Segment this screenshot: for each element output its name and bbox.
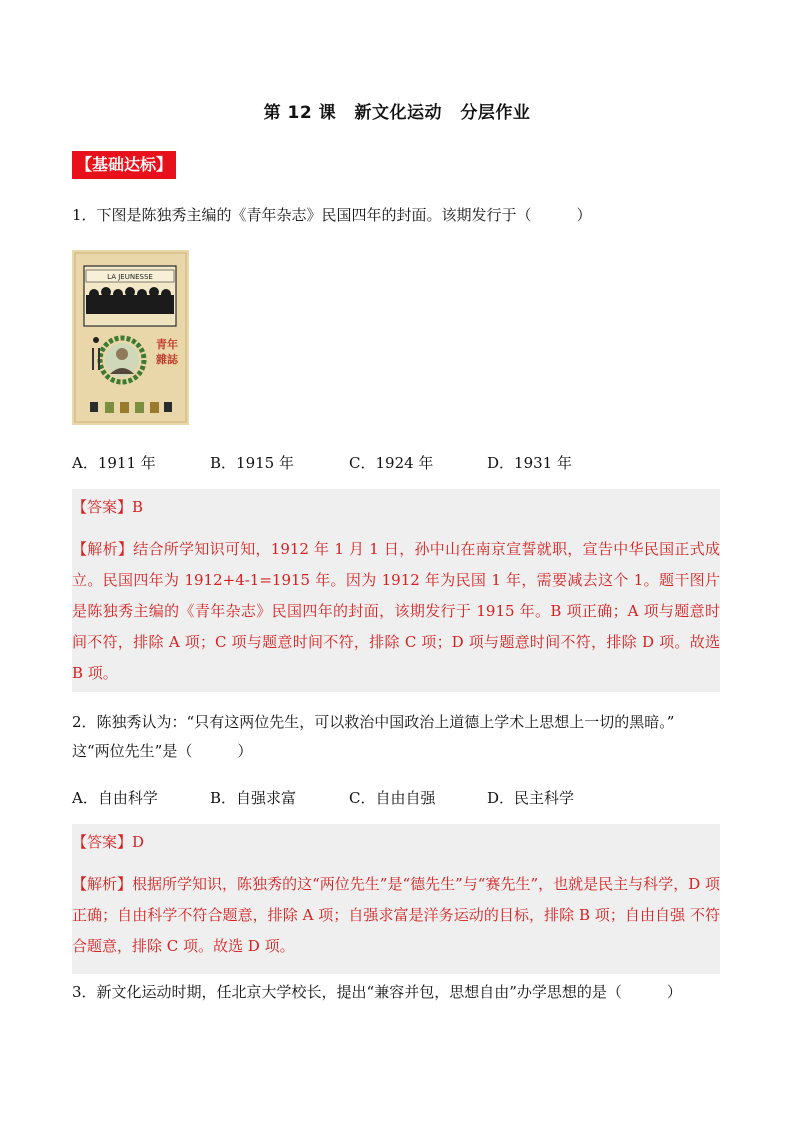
cover-title-text: 青年 — [156, 338, 178, 351]
option-d: D．民主科学 — [487, 789, 575, 807]
analysis-label: 【解析】 — [72, 540, 134, 558]
analysis-text — [72, 869, 720, 962]
analysis-body: 根据所学知识，陈独秀的这“两位先生”是“德先生”与“赛先生”，也就是民主与科学，D 项正确；自由科学不符合题意，排除 A 项；自强求富是洋务运动的目标，排除 B 项；自由自强 不符合题意，排除 C 项。故选 D 项。 — [72, 875, 720, 955]
option-c: C．1924 年 — [349, 454, 434, 472]
analysis-body: 结合所学知识可知，1912 年 1 月 1 日，孙中山在南京宣誓就职，宣告中华民国正式成立。民国四年为 1912+4-1=1915 年。因为 1912 年为民国 1 年，需要减去这个 1。题干图片是陈独秀主编的《青年杂志》民国四年的封面，该期发行于 1915 年。B 项正确；A 项与题意时间不符，排除 A 项；C 项与题意时间不符，排除 C 项；D 项与题意时间不符，排除 D 项。故选 B 项。 — [72, 540, 720, 682]
option-c: C．自由自强 — [349, 789, 436, 807]
answer-text: 【答案】B — [72, 498, 144, 516]
option-d: D．1931 年 — [487, 454, 572, 472]
option-b: B．1915 年 — [210, 454, 294, 472]
answer-text: 【答案】D — [72, 833, 145, 851]
section-badge-basic: 【基础达标】 — [72, 151, 176, 179]
question-3-stem: 3．新文化运动时期，任北京大学校长，提出“兼容并包，思想自由”办学思想的是（ ） — [72, 983, 682, 1001]
svg-text:雜誌: 雜誌 — [156, 353, 178, 366]
analysis-label: 【解析】 — [72, 875, 133, 893]
option-a: A．1911 年 — [72, 454, 156, 472]
lesson-topic: 新文化运动 — [354, 103, 442, 123]
question-1-answer-box — [72, 489, 720, 692]
question-1-stem: 1．下图是陈独秀主编的《青年杂志》民国四年的封面。该期发行于（ ） — [72, 206, 592, 224]
question-2-stem-line-1: 2．陈独秀认为：“只有这两位先生，可以救治中国政治上道德上学术上思想上一切的黑暗。” — [72, 713, 675, 731]
question-2-stem-line-2: 这“两位先生”是（ ） — [72, 742, 253, 760]
option-b: B．自强求富 — [210, 789, 297, 807]
magazine-cover-image — [72, 250, 189, 425]
cover-masthead: LA JEUNESSE — [107, 273, 153, 281]
analysis-text — [72, 534, 720, 689]
lesson-number: 第 12 课 — [263, 103, 337, 123]
page-title — [0, 98, 794, 123]
option-a: A．自由科学 — [72, 789, 158, 807]
homework-type: 分层作业 — [460, 103, 531, 123]
question-2-answer-box — [72, 824, 720, 974]
